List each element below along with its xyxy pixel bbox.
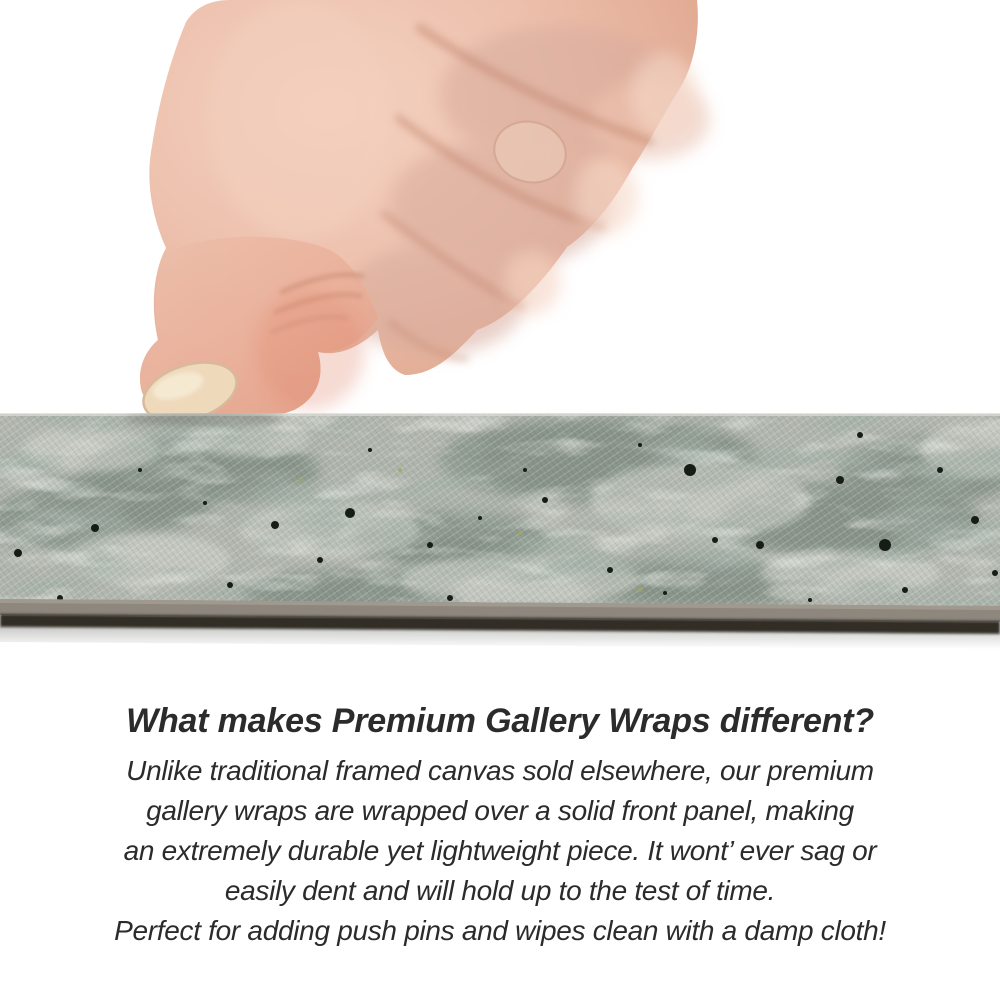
hand-pressing-canvas-illustration (0, 0, 1000, 434)
caption-line: Unlike traditional framed canvas sold elsewhere, our premium (126, 755, 874, 786)
caption-title: What makes Premium Gallery Wraps different? (126, 702, 874, 740)
caption-line: Perfect for adding push pins and wipes clean with a damp cloth! (114, 915, 886, 946)
caption-line: an extremely durable yet lightweight piece. It wont’ ever sag or (123, 835, 877, 866)
caption-block (0, 701, 1000, 951)
thumb-pressure-shading (255, 290, 365, 410)
fist (136, 0, 710, 432)
caption-line: easily dent and will hold up to the test of time. (224, 875, 776, 906)
canvas-strip-illustration (0, 413, 1000, 653)
canvas-edge (0, 599, 1000, 649)
canvas-texture (0, 413, 1000, 615)
hand-photo (0, 0, 1000, 434)
canvas-strip-photo (0, 413, 1000, 653)
caption-line: gallery wraps are wrapped over a solid front panel, making (146, 795, 854, 826)
thumb (136, 237, 378, 432)
